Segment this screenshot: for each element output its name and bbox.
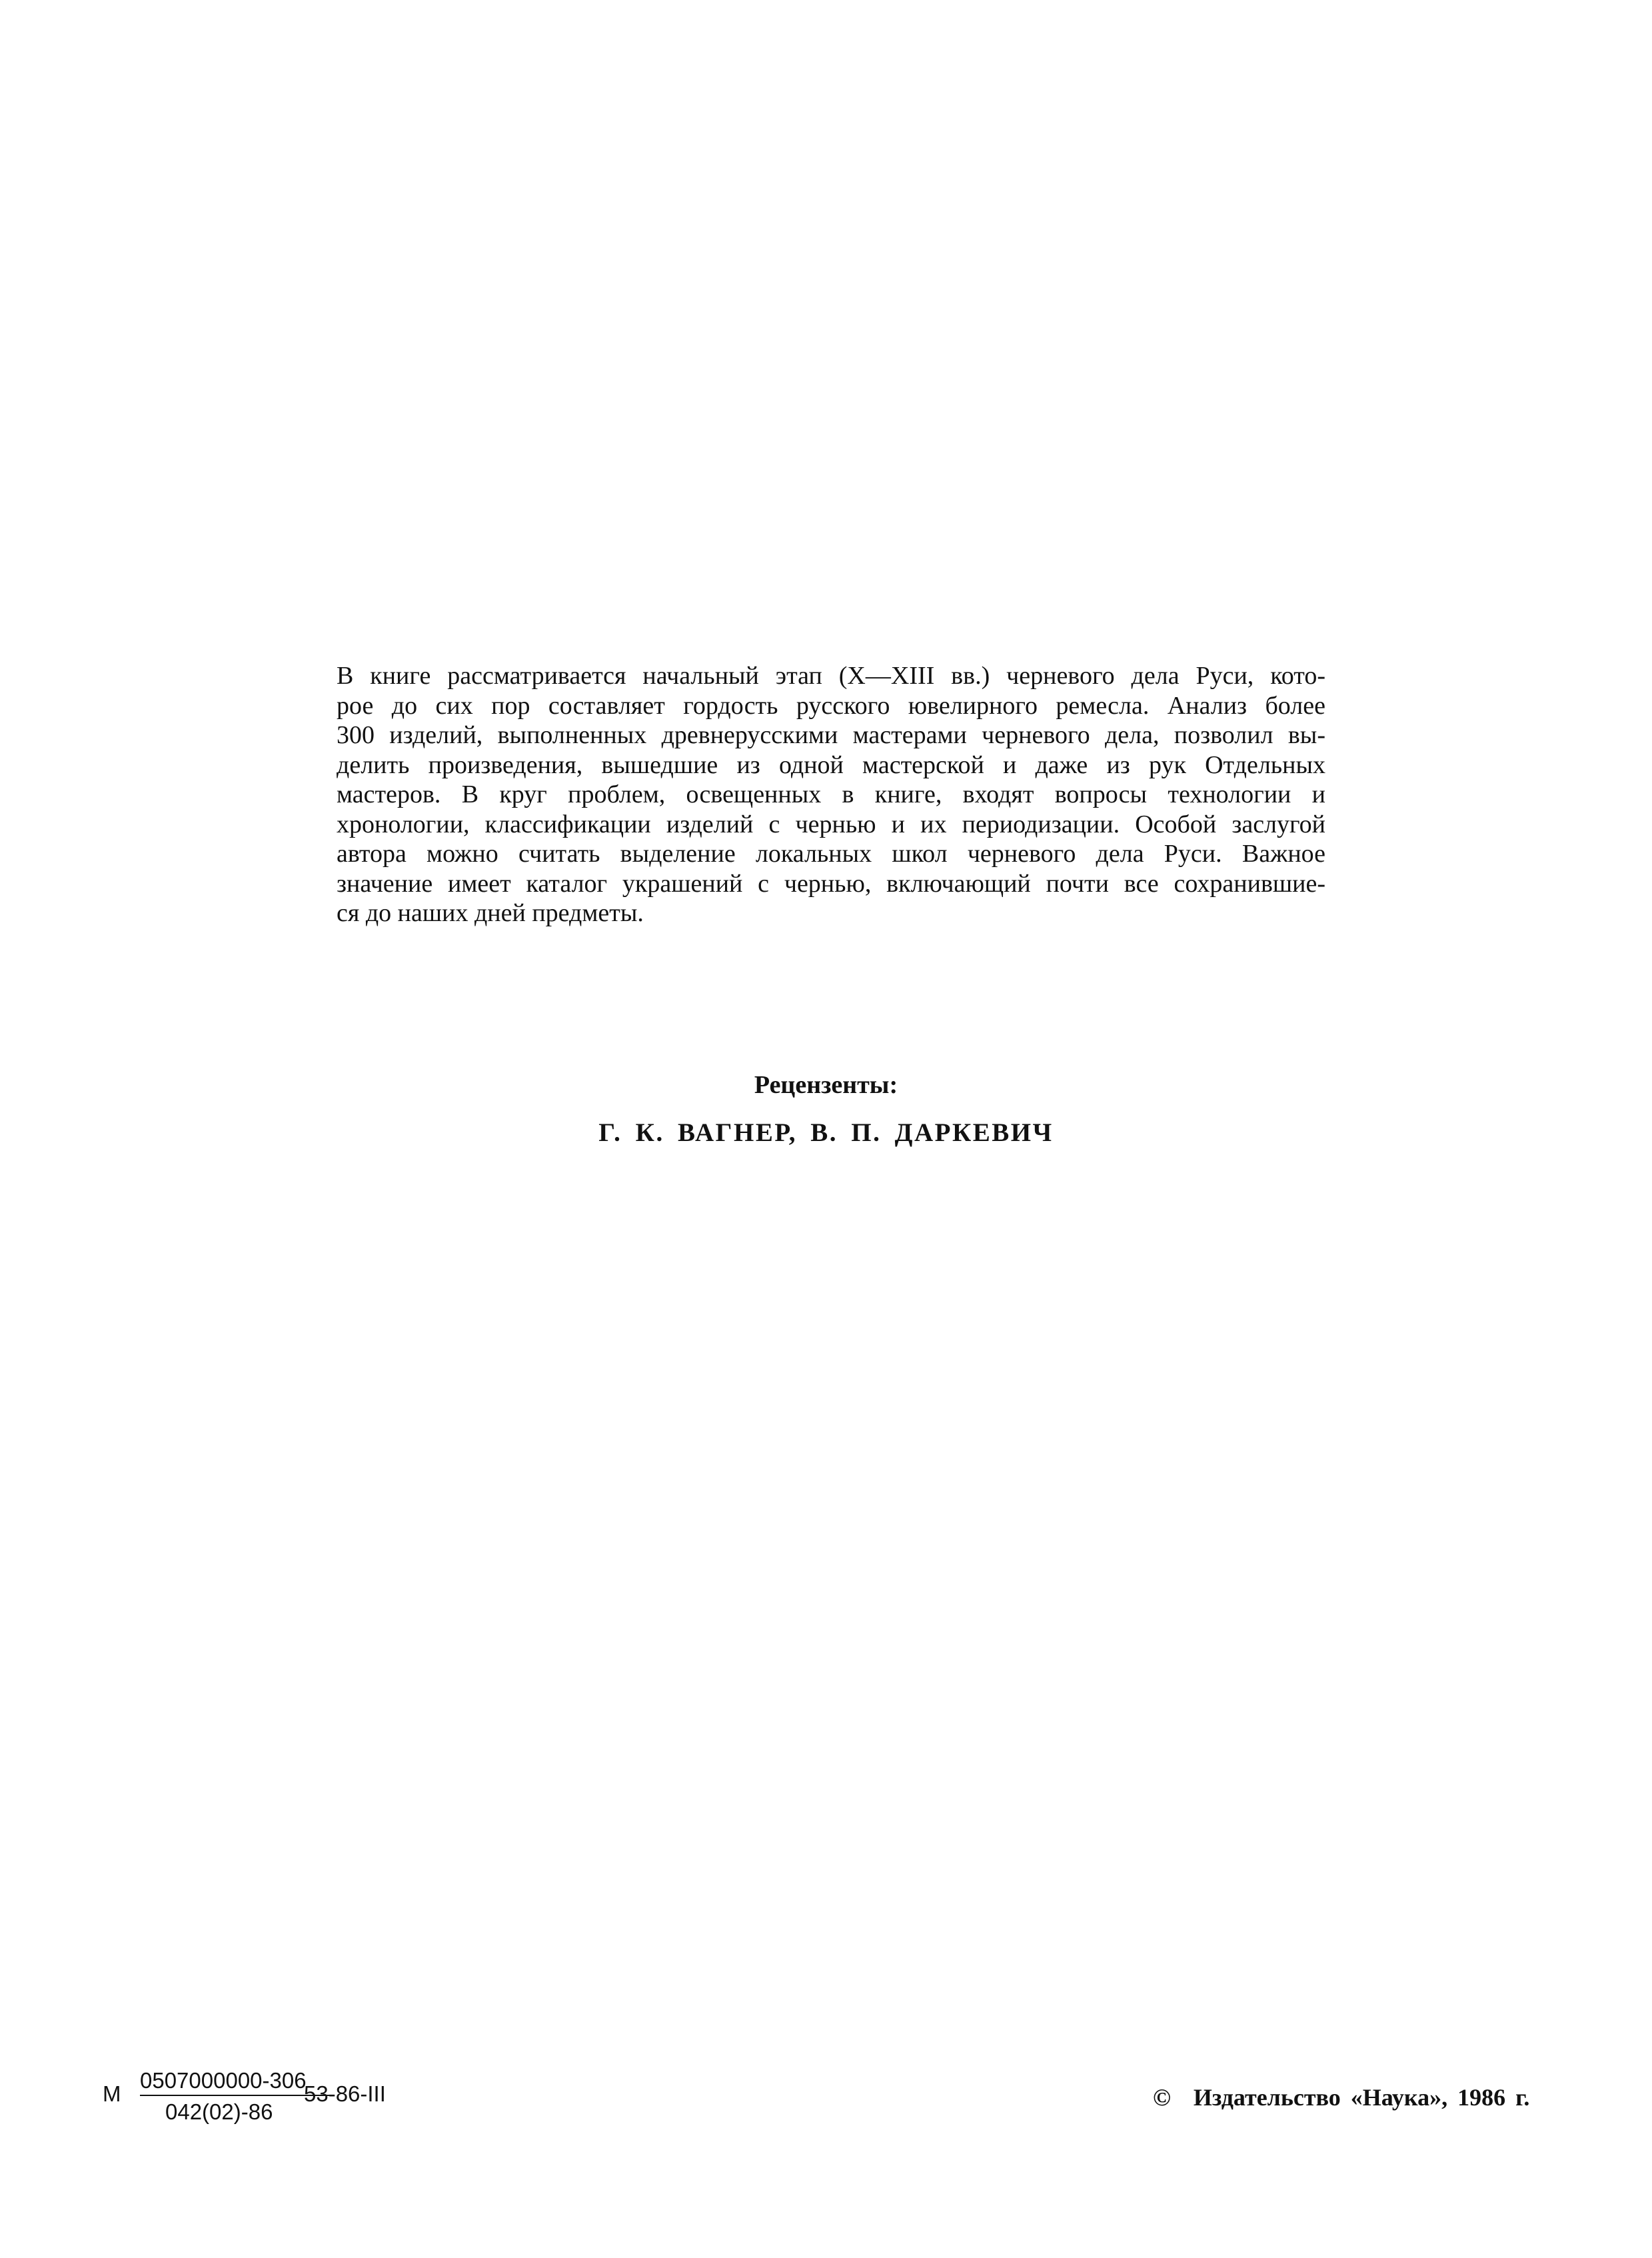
abstract-line: 300 изделий, выполненных древнерусскими мастерами черневого дела, позволил вы-: [337, 721, 1325, 749]
abstract-line: делить произведения, вышедшие из одной мастерской и даже из рук Отдельных: [337, 750, 1325, 779]
abstract-line: хронологии, классификации изделий с чернью и их периодизации. Особой заслугой: [337, 810, 1325, 838]
abstract-line: рое до сих пор составляет гордость русского ювелирного ремесла. Анализ более: [337, 691, 1325, 720]
reviewers-names: Г. К. ВАГНЕР, В. П. ДАРКЕВИЧ: [598, 1118, 1054, 1147]
index-code-letter: М: [103, 2081, 121, 2106]
abstract-line: мастеров. В круг проблем, освещенных в книге, входят вопросы технологии и: [337, 780, 1325, 808]
copyright-text: Издательство «Наука», 1986 г.: [1193, 2084, 1530, 2111]
abstract-line: ся до наших дней предметы.: [337, 899, 644, 927]
publication-index-code: [103, 2068, 409, 2135]
abstract-line: В книге рассматривается начальный этап (X—XIII вв.) черневого дела Руси, кото-: [337, 662, 1325, 690]
index-code-denominator: 042(02)-86: [165, 2099, 273, 2124]
abstract-text: [337, 661, 1325, 928]
reviewers-heading: Рецензенты:: [754, 1071, 898, 1099]
copyright-notice: [1153, 2083, 1529, 2111]
index-code-numerator: 0507000000-306: [140, 2068, 307, 2093]
abstract-line: автора можно считать выделение локальных школ черневого дела Руси. Важное: [337, 840, 1325, 868]
copyright-icon: ©: [1153, 2084, 1171, 2111]
abstract-line: значение имеет каталог украшений с чернью, включающий почти все сохранившие-: [337, 869, 1325, 898]
index-code-suffix: 53-86-III: [304, 2081, 386, 2106]
